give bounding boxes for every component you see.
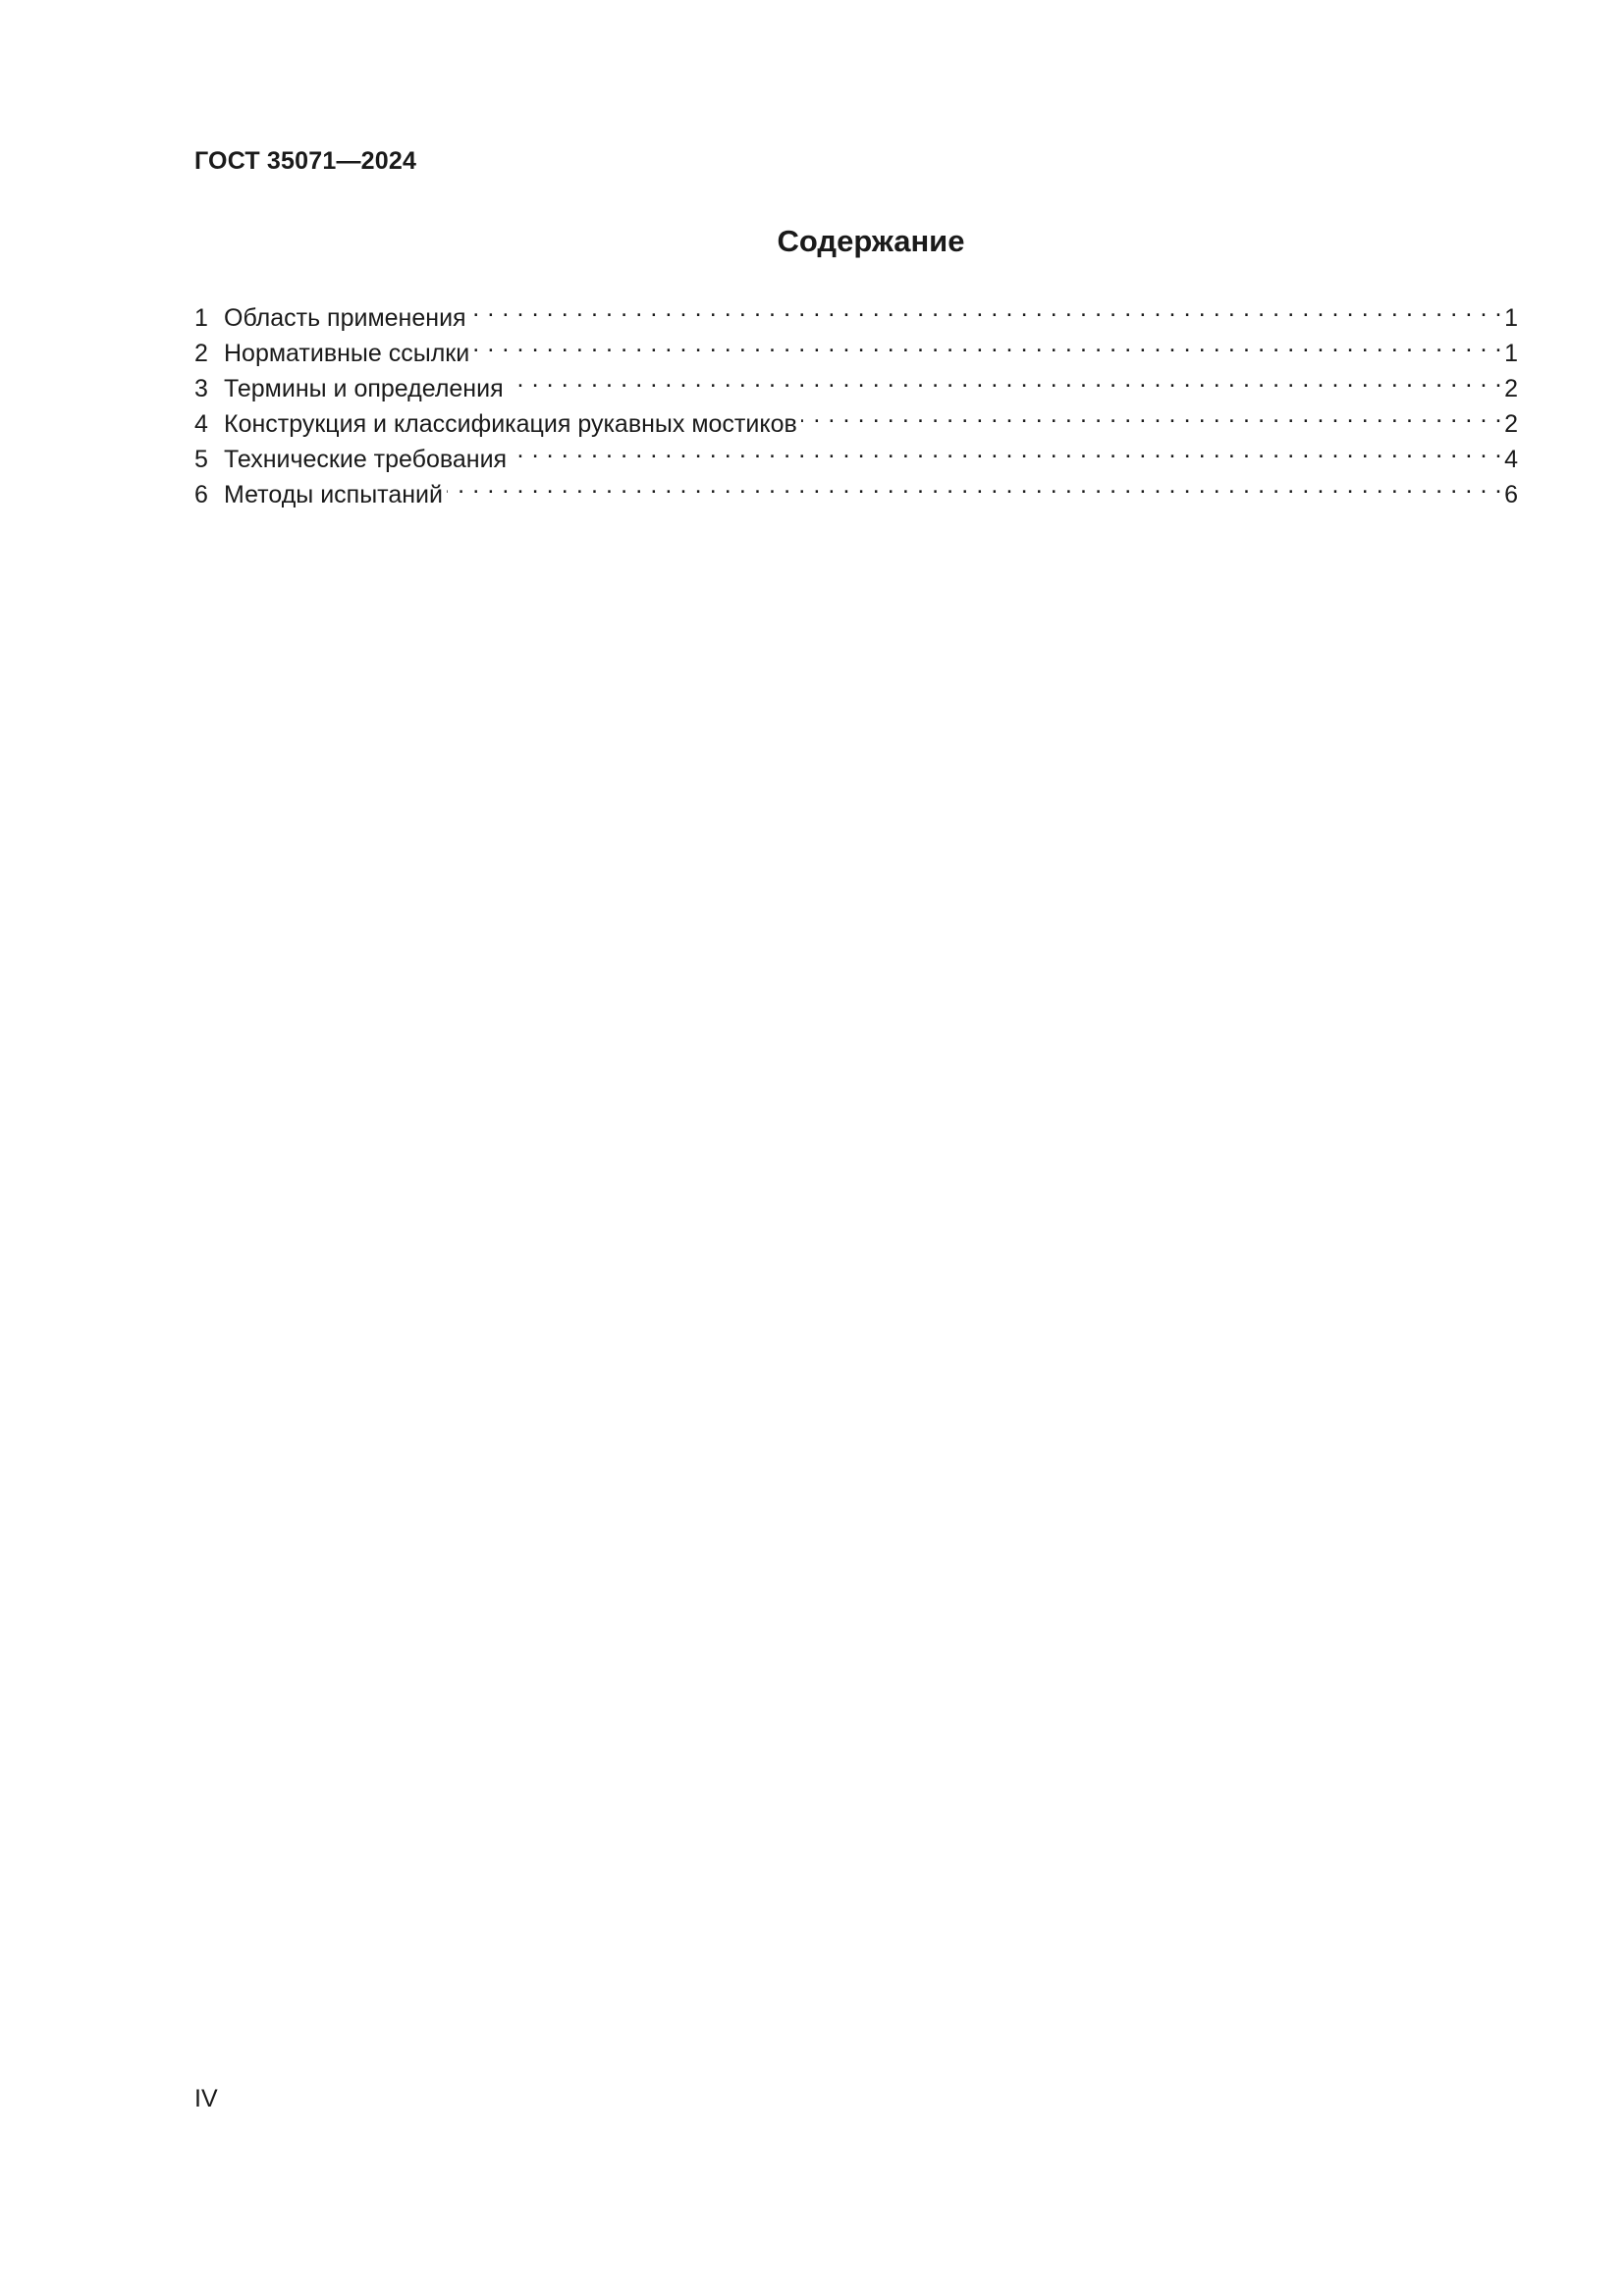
toc-entry-number: 2 bbox=[194, 340, 208, 367]
toc-entry-page: 1 bbox=[1504, 340, 1518, 367]
toc-entry-title: Термины и определения bbox=[224, 375, 504, 402]
toc-entry-title: Область применения bbox=[224, 304, 466, 332]
toc-entry-title: Конструкция и классификация рукавных мостиков bbox=[224, 410, 797, 438]
toc-entry-number: 3 bbox=[194, 375, 208, 402]
toc-entry-page: 2 bbox=[1504, 375, 1518, 402]
toc-entry-page: 4 bbox=[1504, 446, 1518, 473]
toc-entry-title: Методы испытаний bbox=[224, 481, 443, 508]
toc-entry-number: 4 bbox=[194, 410, 208, 438]
page-number: IV bbox=[194, 2085, 218, 2112]
toc-entry[interactable] bbox=[194, 291, 1518, 332]
toc-entry-number: 1 bbox=[194, 304, 208, 332]
toc-dot-leader bbox=[511, 432, 1502, 467]
toc-entry-number: 6 bbox=[194, 481, 208, 508]
standard-id-header: ГОСТ 35071—2024 bbox=[194, 147, 417, 175]
toc-entry-title: Нормативные ссылки bbox=[224, 340, 470, 367]
toc-entry-page: 2 bbox=[1504, 410, 1518, 438]
toc-dot-leader bbox=[447, 467, 1502, 503]
toc-dot-leader bbox=[473, 326, 1502, 361]
toc-entry-number: 5 bbox=[194, 446, 208, 473]
toc-title: Содержание bbox=[777, 224, 965, 258]
toc-entry-page: 1 bbox=[1504, 304, 1518, 332]
table-of-contents bbox=[194, 291, 1518, 508]
toc-entry-title: Технические требования bbox=[224, 446, 508, 473]
toc-dot-leader bbox=[470, 291, 1503, 326]
toc-dot-leader bbox=[801, 397, 1502, 432]
toc-dot-leader bbox=[508, 361, 1502, 397]
toc-entry-page: 6 bbox=[1504, 481, 1518, 508]
